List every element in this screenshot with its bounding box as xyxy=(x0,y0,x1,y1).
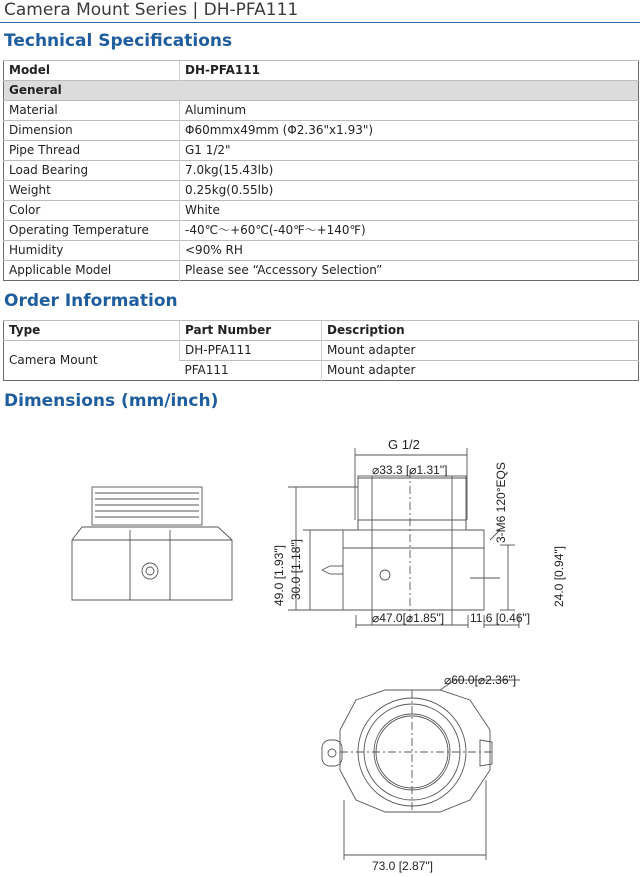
order-desc: Mount adapter xyxy=(322,341,639,361)
dim-height-total: 49.0 [1.93"] xyxy=(272,545,286,606)
spec-label: Applicable Model xyxy=(4,261,180,281)
order-head-desc: Description xyxy=(322,321,639,341)
spec-label: Pipe Thread xyxy=(4,141,180,161)
top-view-drawing xyxy=(322,680,520,860)
spec-value: White xyxy=(180,201,639,221)
spec-label: Operating Temperature xyxy=(4,221,180,241)
dim-inner-dia: ⌀33.3 [⌀1.31"] xyxy=(372,463,448,477)
dim-height-side: 24.0 [0.94"] xyxy=(552,546,566,607)
spec-label: Dimension xyxy=(4,121,180,141)
spec-value: Please see “Accessory Selection” xyxy=(180,261,639,281)
dim-height-lower: 30.0 [1.18"] xyxy=(289,539,303,600)
order-head-part: Part Number xyxy=(180,321,322,341)
spec-label: Weight xyxy=(4,181,180,201)
header-series: Camera Mount Series xyxy=(4,0,188,20)
spec-label: Load Bearing xyxy=(4,161,180,181)
header-separator: | xyxy=(192,0,199,20)
specs-head-label: Model xyxy=(4,61,180,81)
spec-value: <90% RH xyxy=(180,241,639,261)
order-desc: Mount adapter xyxy=(322,361,639,381)
specs-head-value: DH-PFA111 xyxy=(180,61,639,81)
spec-value: 0.25kg(0.55lb) xyxy=(180,181,639,201)
order-title: Order Information xyxy=(4,291,178,311)
order-part: DH-PFA111 xyxy=(180,341,322,361)
dimensions-title: Dimensions (mm/inch) xyxy=(4,391,219,411)
dim-outer-dia: ⌀60.0[⌀2.36"] xyxy=(444,673,517,687)
header-model: DH-PFA111 xyxy=(203,0,299,20)
spec-value: 7.0kg(15.43lb) xyxy=(180,161,639,181)
spec-label: Humidity xyxy=(4,241,180,261)
spec-value: Φ60mmx49mm (Φ2.36"x1.93") xyxy=(180,121,639,141)
dim-offset: 11.6 [0.46"] xyxy=(470,611,531,625)
specs-group-label: General xyxy=(4,81,639,101)
spec-label: Material xyxy=(4,101,180,121)
side-view-drawing xyxy=(72,487,232,600)
dim-thread: G 1/2 xyxy=(388,437,420,452)
specs-title: Technical Specifications xyxy=(4,31,233,51)
dim-width: 73.0 [2.87"] xyxy=(372,859,433,873)
order-head-type: Type xyxy=(4,321,180,341)
order-type: Camera Mount xyxy=(4,341,180,381)
spec-value: G1 1/2" xyxy=(180,141,639,161)
spec-label: Color xyxy=(4,201,180,221)
dim-base-dia: ⌀47.0[⌀1.85"] xyxy=(372,611,445,625)
dim-screws: 3-M6 120°EQS xyxy=(494,462,508,543)
spec-value: Aluminum xyxy=(180,101,639,121)
spec-value: -40℃～+60℃(-40℉～+140℉) xyxy=(180,221,639,241)
order-part: PFA111 xyxy=(180,361,322,381)
